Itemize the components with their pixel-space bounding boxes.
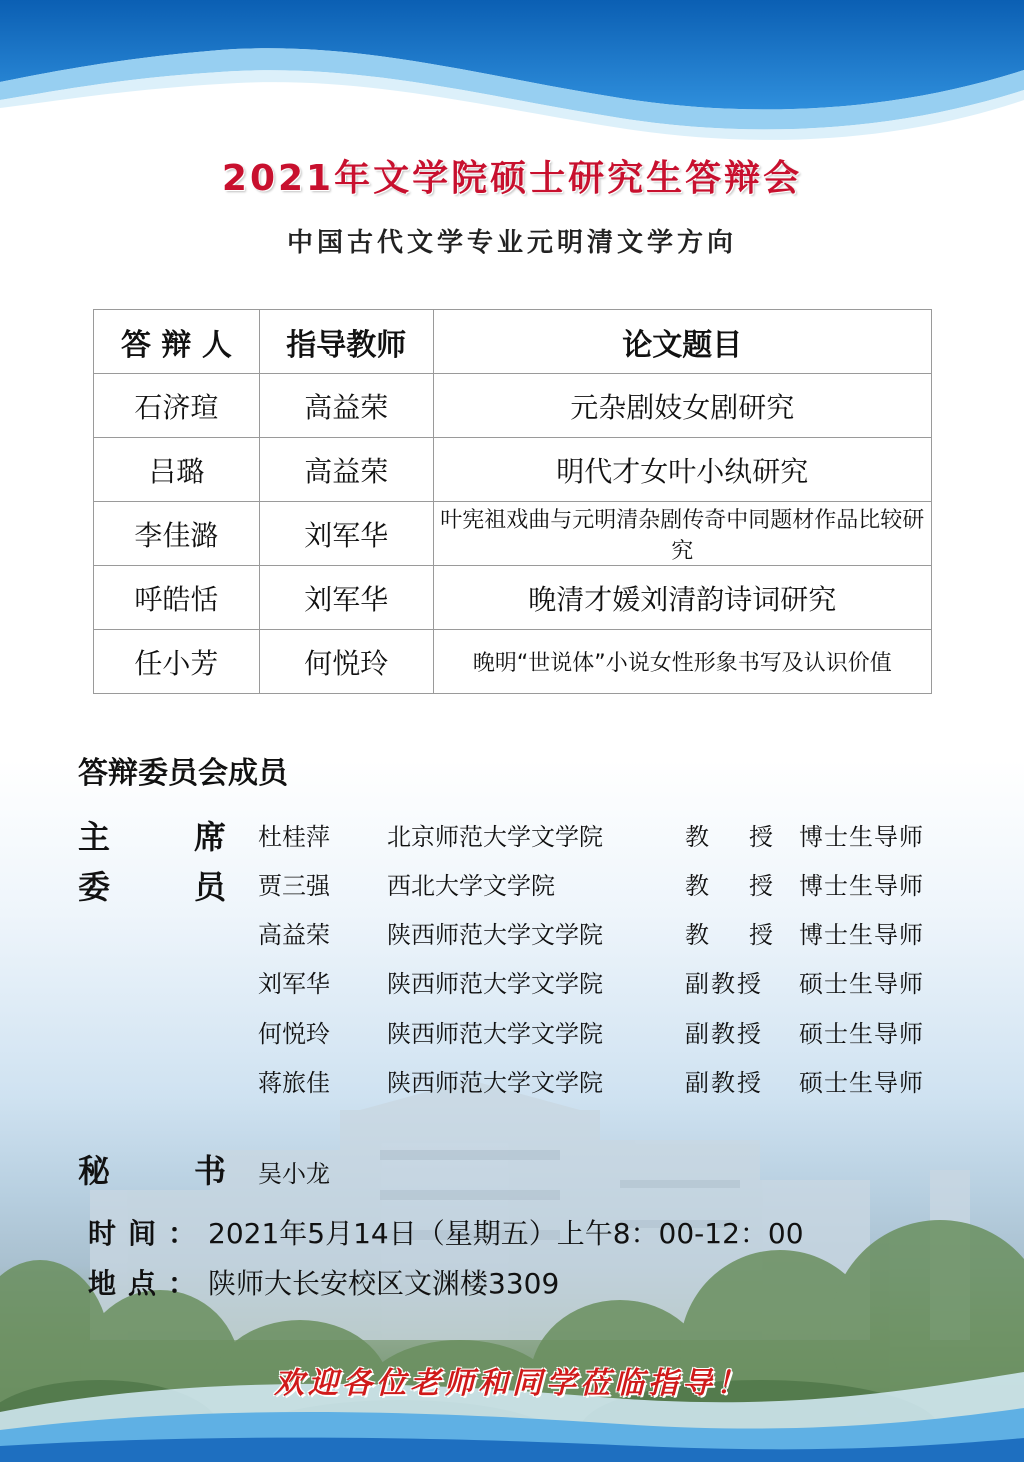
member-institution: 陕西师范大学文学院 — [387, 1020, 603, 1048]
page-subtitle: 中国古代文学专业元明清文学方向 — [286, 228, 737, 258]
committee-heading: 答辩委员会成员 — [78, 756, 288, 791]
member-title: 教 授 — [685, 921, 773, 949]
advisor-name: 刘军华 — [259, 502, 433, 566]
place-label: 地点： — [88, 1267, 209, 1300]
member-name: 贾三强 — [258, 872, 330, 900]
thesis-topic: 明代才女叶小纨研究 — [433, 438, 931, 502]
time-value: 2021年5月14日（星期五）上午8：00-12：00 — [208, 1217, 804, 1250]
thesis-topic: 晚清才媛刘清韵诗词研究 — [433, 566, 931, 630]
member-supervisor-type: 博士生导师 — [799, 921, 924, 949]
student-name: 任小芳 — [94, 630, 260, 694]
page-title: 2021年文学院硕士研究生答辩会 — [221, 158, 803, 199]
member-name: 高益荣 — [258, 921, 330, 949]
member-title: 教 授 — [685, 823, 773, 851]
member-supervisor-type: 硕士生导师 — [799, 1020, 924, 1048]
member-institution: 陕西师范大学文学院 — [387, 1069, 603, 1097]
secretary-label: 秘 书 — [78, 1152, 226, 1190]
member-institution: 陕西师范大学文学院 — [387, 921, 603, 949]
welcome-message: 欢迎各位老师和同学莅临指导！ — [274, 1366, 750, 1401]
member-name: 何悦玲 — [258, 1020, 330, 1048]
table-row — [94, 438, 932, 502]
member-label: 委 员 — [78, 868, 226, 906]
thesis-topic: 晚明“世说体”小说女性形象书写及认识价值 — [433, 630, 931, 694]
member-supervisor-type: 博士生导师 — [799, 872, 924, 900]
advisor-name: 高益荣 — [259, 438, 433, 502]
time-line — [88, 1212, 804, 1252]
table-header-row — [94, 310, 932, 374]
member-name: 蒋旅佳 — [258, 1069, 330, 1097]
secretary-name: 吴小龙 — [258, 1160, 330, 1188]
member-institution: 西北大学文学院 — [387, 872, 555, 900]
defense-table — [93, 309, 932, 694]
thesis-topic: 元杂剧妓女剧研究 — [433, 374, 931, 438]
time-label: 时间： — [88, 1217, 209, 1250]
member-name: 刘军华 — [258, 970, 330, 998]
member-title: 副教授 — [685, 1020, 763, 1048]
top-wave-decoration — [0, 0, 1024, 150]
advisor-name: 高益荣 — [259, 374, 433, 438]
table-row — [94, 502, 932, 566]
advisor-name: 刘军华 — [259, 566, 433, 630]
table-row — [94, 566, 932, 630]
advisor-name: 何悦玲 — [259, 630, 433, 694]
place-line — [88, 1262, 559, 1302]
table-row — [94, 630, 932, 694]
member-name: 杜桂萍 — [258, 823, 330, 851]
chair-label: 主 席 — [78, 818, 226, 856]
member-title: 副教授 — [685, 970, 763, 998]
header-topic: 论文题目 — [433, 310, 931, 374]
thesis-topic: 叶宪祖戏曲与元明清杂剧传奇中同题材作品比较研究 — [433, 502, 931, 566]
member-supervisor-type: 硕士生导师 — [799, 1069, 924, 1097]
place-value: 陕师大长安校区文渊楼3309 — [208, 1267, 560, 1300]
member-institution: 陕西师范大学文学院 — [387, 970, 603, 998]
table-row — [94, 374, 932, 438]
member-supervisor-type: 博士生导师 — [799, 823, 924, 851]
student-name: 李佳潞 — [94, 502, 260, 566]
member-title: 副教授 — [685, 1069, 763, 1097]
member-title: 教 授 — [685, 872, 773, 900]
header-student: 答 辩 人 — [94, 310, 260, 374]
student-name: 呼皓恬 — [94, 566, 260, 630]
header-advisor: 指导教师 — [259, 310, 433, 374]
member-institution: 北京师范大学文学院 — [387, 823, 603, 851]
member-supervisor-type: 硕士生导师 — [799, 970, 924, 998]
student-name: 石济瑄 — [94, 374, 260, 438]
student-name: 吕璐 — [94, 438, 260, 502]
